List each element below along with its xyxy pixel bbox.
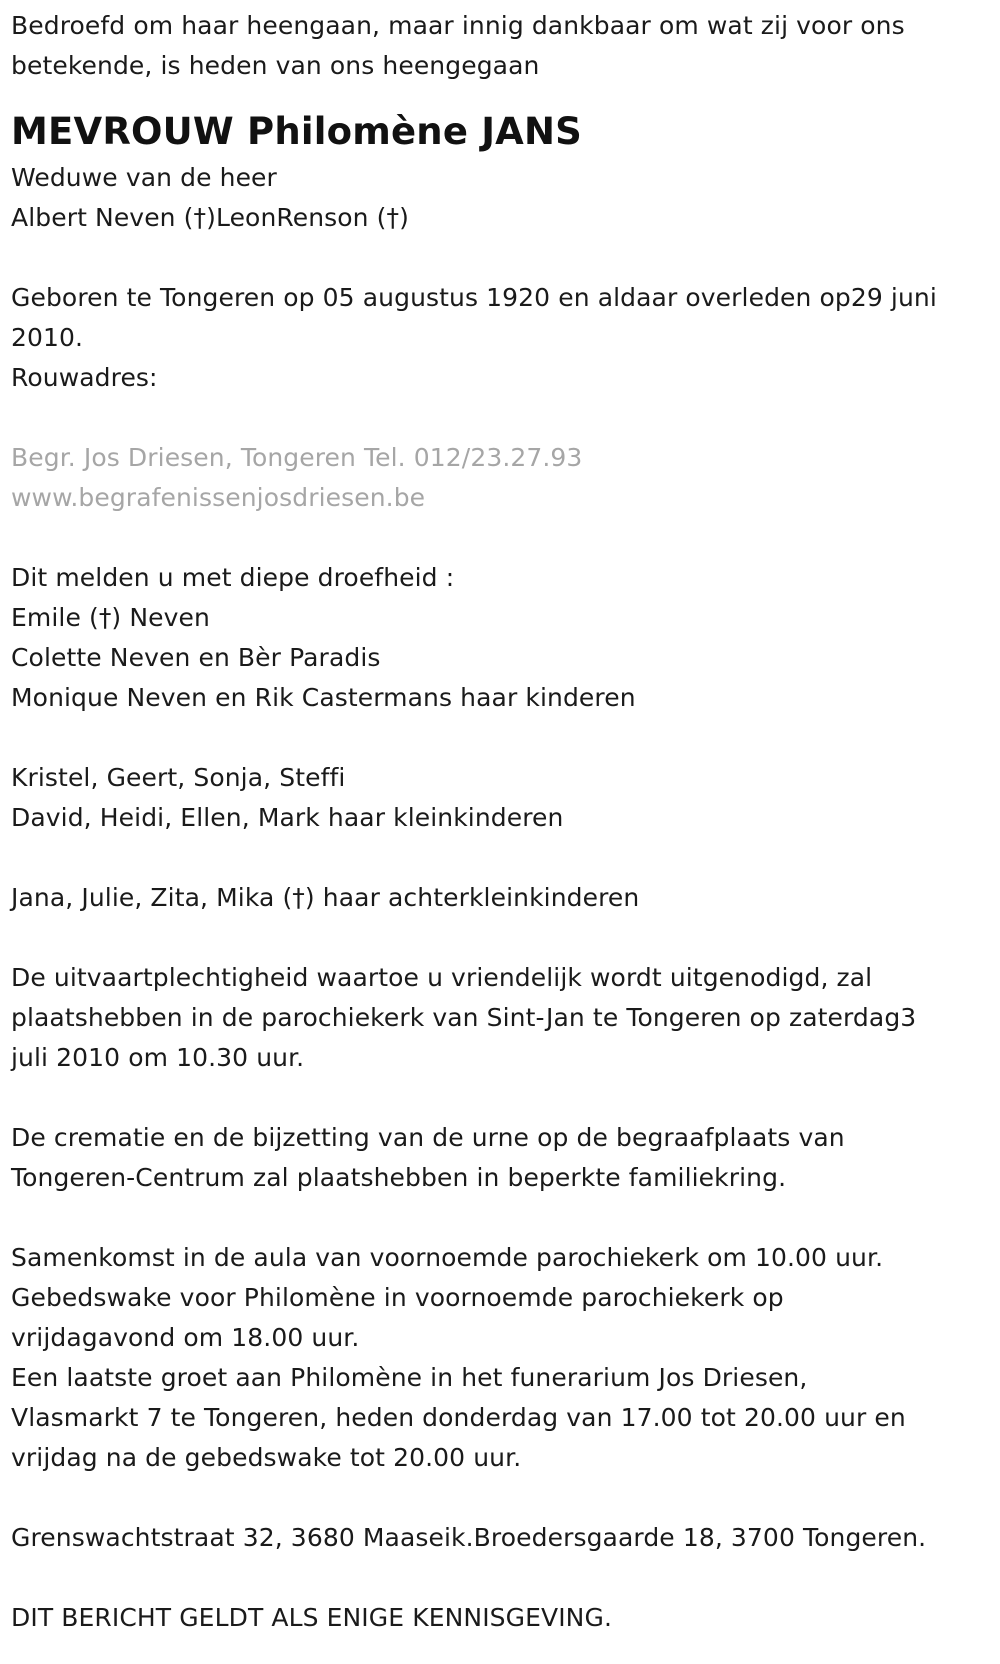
family-line: Colette Neven en Bèr Paradis xyxy=(11,643,381,672)
gathering-line: vrijdagavond om 18.00 uur. xyxy=(11,1323,360,1352)
spacer xyxy=(11,398,1000,438)
ceremony-line: De uitvaartplechtigheid waartoe u vriendelijk wordt uitgenodigd, zal xyxy=(11,963,873,992)
spacer xyxy=(11,918,1000,958)
spacer xyxy=(11,1478,1000,1518)
grandchildren-line: Kristel, Geert, Sonja, Steffi xyxy=(11,763,346,792)
intro-paragraph xyxy=(11,6,1000,86)
mourning-address-label: Rouwadres: xyxy=(11,363,158,392)
spacer xyxy=(11,838,1000,878)
undertaker-line: Begr. Jos Driesen, Tongeren Tel. 012/23.27.93 xyxy=(11,443,583,472)
birth-paragraph xyxy=(11,278,1000,398)
ceremony-paragraph xyxy=(11,958,1000,1078)
birth-line: Geboren te Tongeren op 05 augustus 1920 en aldaar overleden op29 juni xyxy=(11,283,937,312)
gathering-paragraph xyxy=(11,1238,1000,1478)
gathering-line: vrijdag na de gebedswake tot 20.00 uur. xyxy=(11,1443,522,1472)
ceremony-line: juli 2010 om 10.30 uur. xyxy=(11,1043,305,1072)
undertaker-website-link[interactable]: www.begrafenissenjosdriesen.be xyxy=(11,483,426,512)
addresses-line: Grenswachtstraat 32, 3680 Maaseik.Broedersgaarde 18, 3700 Tongeren. xyxy=(11,1523,927,1552)
undertaker-block xyxy=(11,438,1000,518)
family-line: Dit melden u met diepe droefheid : xyxy=(11,563,455,592)
spacer xyxy=(11,1198,1000,1238)
cremation-paragraph xyxy=(11,1118,1000,1198)
widow-line: Albert Neven (†)LeonRenson (†) xyxy=(11,203,409,232)
cremation-line: De crematie en de bijzetting van de urne op de begraafplaats van xyxy=(11,1123,845,1152)
spacer xyxy=(11,718,1000,758)
ceremony-line: plaatshebben in de parochiekerk van Sint-Jan te Tongeren op zaterdag3 xyxy=(11,1003,917,1032)
widow-line: Weduwe van de heer xyxy=(11,163,277,192)
intro-line: Bedroefd om haar heengaan, maar innig dankbaar om wat zij voor ons xyxy=(11,11,905,40)
spacer xyxy=(11,238,1000,278)
gathering-line: Vlasmarkt 7 te Tongeren, heden donderdag van 17.00 tot 20.00 uur en xyxy=(11,1403,906,1432)
family-paragraph xyxy=(11,558,1000,718)
widow-paragraph xyxy=(11,158,1000,238)
gathering-line: Gebedswake voor Philomène in voornoemde parochiekerk op xyxy=(11,1283,784,1312)
grandchildren-line: David, Heidi, Ellen, Mark haar kleinkinderen xyxy=(11,803,564,832)
gathering-line: Samenkomst in de aula van voornoemde parochiekerk om 10.00 uur. xyxy=(11,1243,884,1272)
gathering-line: Een laatste groet aan Philomène in het funerarium Jos Driesen, xyxy=(11,1363,808,1392)
spacer xyxy=(11,1558,1000,1598)
grandchildren-paragraph xyxy=(11,758,1000,838)
great-grandchildren-line: Jana, Julie, Zita, Mika (†) haar achterkleinkinderen xyxy=(11,883,640,912)
spacer xyxy=(11,518,1000,558)
cremation-line: Tongeren-Centrum zal plaatshebben in beperkte familiekring. xyxy=(11,1163,787,1192)
notice-line: DIT BERICHT GELDT ALS ENIGE KENNISGEVING. xyxy=(11,1603,612,1632)
family-line: Emile (†) Neven xyxy=(11,603,210,632)
birth-line: 2010. xyxy=(11,323,84,352)
deceased-name-title: MEVROUW Philomène JANS xyxy=(11,110,583,153)
intro-line: betekende, is heden van ons heengegaan xyxy=(11,51,540,80)
spacer xyxy=(11,1078,1000,1118)
family-line: Monique Neven en Rik Castermans haar kinderen xyxy=(11,683,636,712)
